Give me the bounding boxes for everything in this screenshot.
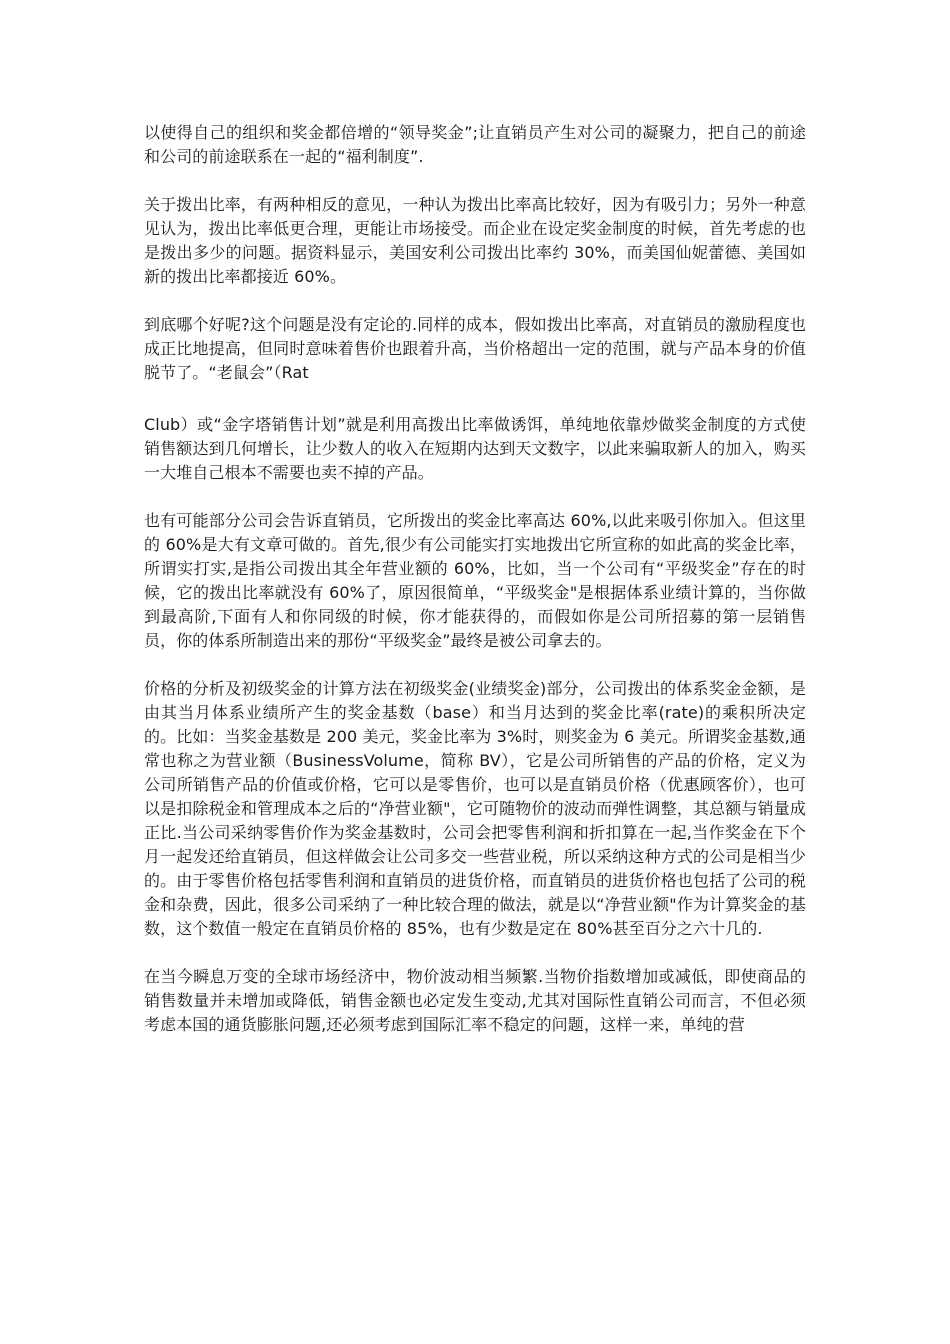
paragraph-sixty-percent: 也有可能部分公司会告诉直销员，它所拨出的奖金比率高达 60%,以此来吸引你加入。但这里的 60%是大有文章可做的。首先,很少有公司能实打实地拨出它所宣称的如此高的奖金比率，所谓实打实,是指公司拨出其全年营业额的 60%，比如，当一个公司有“平级奖金”存在的时候，它的拨出比率就没有 60%了，原因很简单，“平级奖金"是根据体系业绩计算的，当你做到最高阶,下面有人和你同级的时候，你才能获得的，而假如你是公司所招募的第一层销售员，你的体系所制造出来的那份“平级奖金”最终是被公司拿去的。 (144, 511, 806, 650)
document-body (144, 121, 806, 1061)
paragraph-price-analysis: 价格的分析及初级奖金的计算方法在初级奖金(业绩奖金)部分，公司拨出的体系奖金金额，是由其当月体系业绩所产生的奖金基数（base）和当月达到的奖金比率(rate)的乘积所决定的。比如：当奖金基数是 200 美元，奖金比率为 3%时，则奖金为 6 美元。所谓奖金基数,通常也称之为营业额（BusinessVolume，简称 BV），它是公司所销售的产品的价格，定义为公司所销售产品的价值或价格，它可以是零售价，也可以是直销员价格（优惠顾客价），也可以是扣除税金和管理成本之后的“净营业额"，它可随物价的波动而弹性调整，其总额与销量成正比.当公司采纳零售价作为奖金基数时，公司会把零售利润和折扣算在一起,当作奖金在下个月一起发还给直销员，但这样做会让公司多交一些营业税，所以采纳这种方式的公司是相当少的。由于零售价格包括零售利润和直销员的进货价格，而直销员的进货价格也包括了公司的税金和杂费，因此，很多公司采纳了一种比较合理的做法，就是以“净营业额"作为计算奖金的基数，这个数值一般定在直销员价格的 85%，也有少数是定在 80%甚至百分之六十几的. (144, 679, 806, 938)
paragraph-rat-club: Club）或“金字塔销售计划”就是利用高拨出比率做诱饵，单纯地依靠炒做奖金制度的方式使销售额达到几何增长，让少数人的收入在短期内达到天文数字，以此来骗取新人的加入，购买一大堆自己根本不需要也卖不掉的产品。 (144, 415, 806, 482)
paragraph-payout-ratio: 关于拨出比率，有两种相反的意见，一种认为拨出比率高比较好，因为有吸引力；另外一种意见认为，拨出比率低更合理，更能让市场接受。而企业在设定奖金制度的时候，首先考虑的也是拨出多少的问题。据资料显示，美国安利公司拨出比率约 30%，而美国仙妮蕾德、美国如新的拨出比率都接近 60%。 (144, 195, 806, 286)
paragraph-which-is-better: 到底哪个好呢?这个问题是没有定论的.同样的成本，假如拨出比率高，对直销员的激励程度也成正比地提高，但同时意味着售价也跟着升高，当价格超出一定的范围，就与产品本身的价值脱节了。“老鼠会”（Rat (144, 315, 806, 382)
paragraph-leadership-bonus: 以使得自己的组织和奖金都倍增的“领导奖金”;让直销员产生对公司的凝聚力，把自己的前途和公司的前途联系在一起的“福利制度”. (144, 123, 806, 166)
paragraph-global-market: 在当今瞬息万变的全球市场经济中，物价波动相当频繁.当物价指数增加或减低，即使商品的销售数量并未增加或降低，销售金额也必定发生变动,尤其对国际性直销公司而言，不但必须考虑本国的通货膨胀问题,还必须考虑到国际汇率不稳定的问题，这样一来，单纯的营 (144, 967, 806, 1034)
